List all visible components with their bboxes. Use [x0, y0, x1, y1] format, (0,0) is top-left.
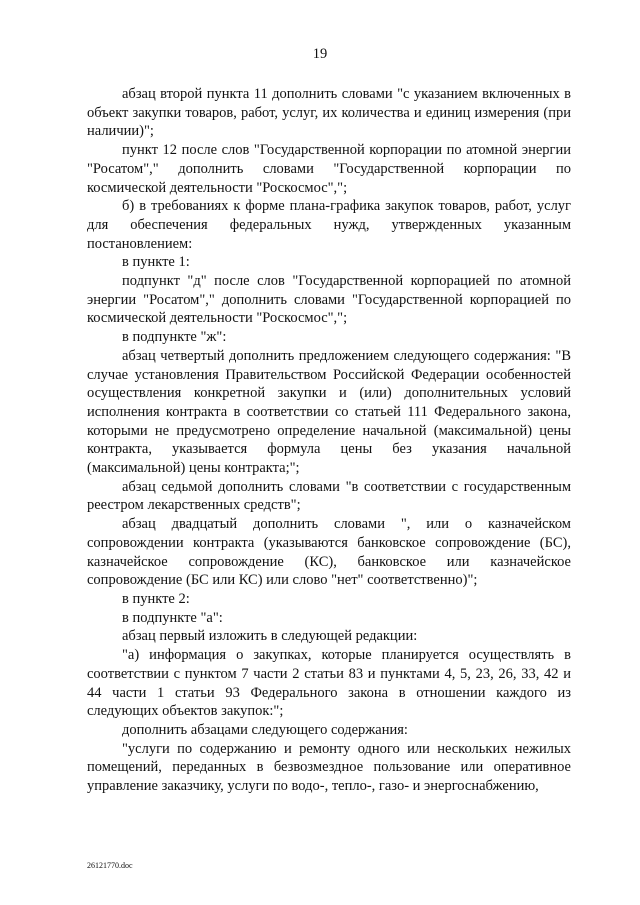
page-number: 19: [312, 46, 328, 62]
document-body: [87, 85, 571, 796]
paragraph: подпункт "д" после слов "Государственной корпорацией по атомной энергии "Росатом"," дополнить словами "Государственной корпорацией по космической деятельности "Роскосмос",";: [87, 273, 571, 327]
paragraph: в пункте 2:: [122, 590, 190, 607]
paragraph: абзац первый изложить в следующей редакции:: [122, 628, 418, 645]
paragraph: в подпункте "а":: [122, 609, 223, 626]
paragraph: в подпункте "ж":: [122, 329, 227, 346]
paragraph: пункт 12 после слов "Государственной корпорации по атомной энергии "Росатом"," дополнить словами "Государственной корпорации по космической деятельности "Роскосмос",";: [87, 142, 571, 196]
paragraph: в пункте 1:: [122, 254, 190, 271]
paragraph: абзац седьмой дополнить словами "в соответствии с государственным реестром лекарственных средств";: [87, 478, 571, 514]
paragraph: б) в требованиях к форме плана-графика закупок товаров, работ, услуг для обеспечения федеральных нужд, утвержденных указанным постановлением:: [87, 198, 571, 252]
paragraph: "а) информация о закупках, которые планируется осуществлять в соответствии с пунктом 7 части 2 статьи 83 и пунктами 4, 5, 23, 26, 33, 42 и 44 части 1 статьи 93 Федерального закона в отношении каждого из следующих объектов закупок:";: [87, 647, 571, 720]
paragraph: абзац второй пункта 11 дополнить словами "с указанием включенных в объект закупки товаров, работ, услуг, их количества и единиц измерения (при наличии)";: [87, 86, 571, 140]
paragraph: абзац четвертый дополнить предложением следующего содержания: "В случае установления Правительством Российской Федерации особенностей осуществления конкретной закупки и (или) дополнительных условий исполнения контракта в соответствии со статьей 111 Федерального закона, которыми не предусмотрено определение начальной (максимальной) цены контракта, указывается формула цены без указания начальной (максимальной) цены контракта;";: [87, 347, 571, 477]
paragraph: "услуги по содержанию и ремонту одного или нескольких нежилых помещений, переданных в безвозмездное пользование или оперативное управление заказчику, услуги по водо-, тепло-, газо- и энергоснабжению,: [87, 740, 571, 795]
footer-document-code: 26121770.doc: [87, 861, 133, 870]
paragraph: абзац двадцатый дополнить словами ", или о казначейском сопровождении контракта (указываются банковское сопровождение (БС), казначейское сопровождение (КС), банковское или казначейское сопровождение (БС или КС) или слово "нет" соответственно)";: [87, 516, 571, 589]
paragraph: дополнить абзацами следующего содержания:: [122, 721, 408, 738]
